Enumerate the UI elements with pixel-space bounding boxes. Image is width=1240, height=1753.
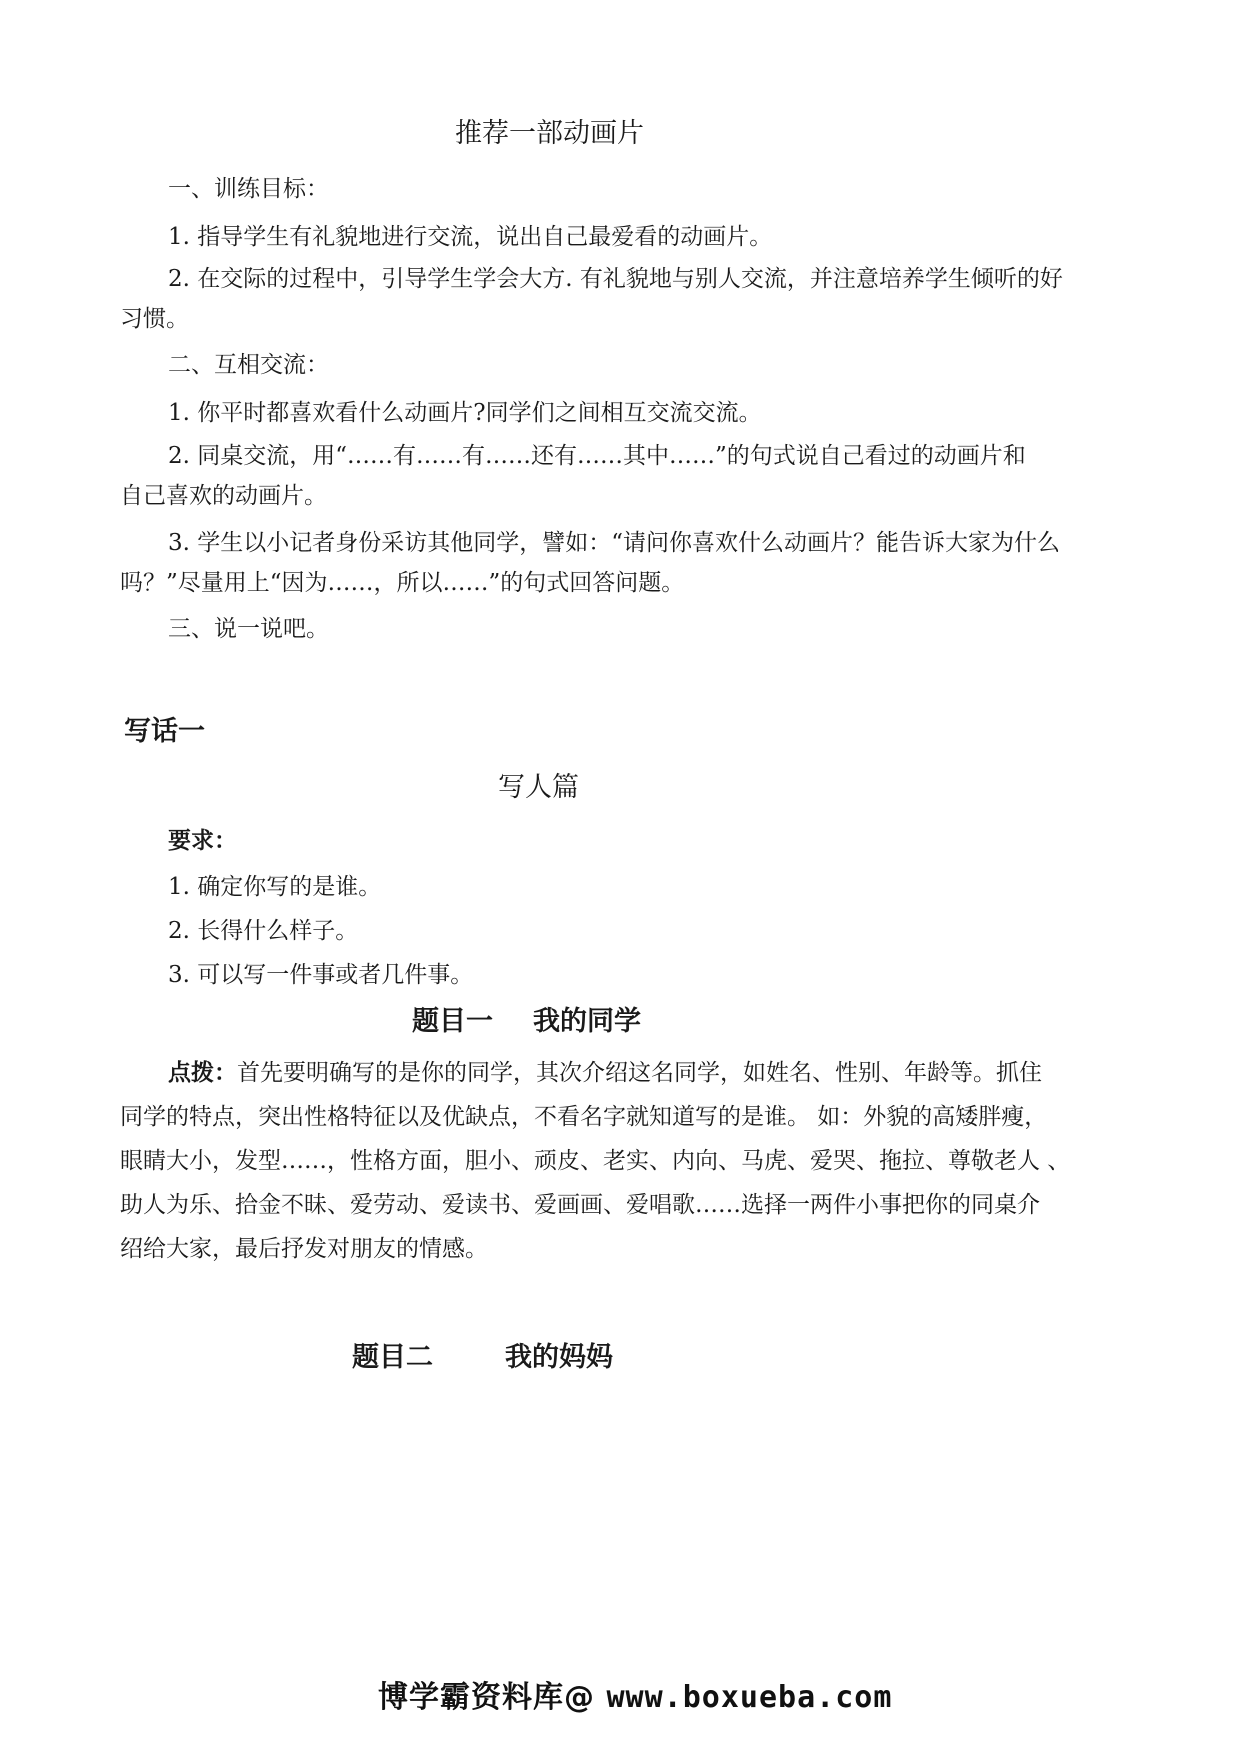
- topic-1-name: 我的同学: [533, 1006, 641, 1037]
- goal-item-2: 2. 在交际的过程中，引导学生学会大方. 有礼貌地与别人交流，并注意培养学生倾听的好: [168, 266, 1063, 292]
- exchange-item-3-cont: 吗？”尽量用上“因为……，所以……”的句式回答问题。: [120, 570, 685, 596]
- goal-item-1: 1. 指导学生有礼貌地进行交流，说出自己最爱看的动画片。: [168, 224, 773, 250]
- exchange-item-2: 2. 同桌交流，用“……有……有……还有……其中……”的句式说自己看过的动画片和: [168, 443, 1026, 469]
- topic-1-heading: [412, 1004, 641, 1040]
- tip-label: 点拨：: [168, 1060, 237, 1086]
- topic-1-tip-line-3: 眼睛大小，发型……，性格方面，胆小、顽皮、老实、内向、马虎、爱哭、拖拉、尊敬老人 、: [120, 1148, 1071, 1174]
- writing-subheading: 写人篇: [498, 772, 579, 803]
- goal-item-2-cont: 习惯。: [120, 306, 189, 332]
- section-heading-goals: 一、训练目标：: [168, 176, 329, 202]
- watermark-url: www.boxueba.com: [606, 1680, 893, 1715]
- requirement-item-2: 2. 长得什么样子。: [168, 918, 359, 944]
- exchange-item-1: 1. 你平时都喜欢看什么动画片?同学们之间相互交流交流。: [168, 400, 762, 426]
- topic-1-label: 题目一: [412, 1006, 493, 1037]
- watermark-at: @: [564, 1680, 595, 1715]
- page-title: 推荐一部动画片: [455, 118, 644, 149]
- topic-1-tip-line-2: 同学的特点，突出性格特征以及优缺点，不看名字就知道写的是谁。 如：外貌的高矮胖瘦，: [120, 1104, 1048, 1130]
- requirement-item-3: 3. 可以写一件事或者几件事。: [168, 962, 474, 988]
- topic-1-tip-line-1: [168, 1058, 1042, 1088]
- requirement-item-1: 1. 确定你写的是谁。: [168, 874, 382, 900]
- topic-1-tip-line-5: 绍给大家，最后抒发对朋友的情感。: [120, 1236, 488, 1262]
- topic-2-label: 题目二: [352, 1342, 433, 1373]
- topic-2-name: 我的妈妈: [505, 1342, 613, 1373]
- topic-2-heading: [352, 1340, 613, 1376]
- topic-1-tip-line-4: 助人为乐、拾金不昧、爱劳动、爱读书、爱画画、爱唱歌……选择一两件小事把你的同桌介: [120, 1192, 1040, 1218]
- section-heading-talk: 三、说一说吧。: [168, 616, 329, 642]
- tip-text-1: 首先要明确写的是你的同学，其次介绍这名同学，如姓名、性别、年龄等。抓住: [237, 1060, 1042, 1086]
- exchange-item-2-cont: 自己喜欢的动画片。: [120, 483, 327, 509]
- watermark: [378, 1678, 892, 1718]
- section-heading-exchange: 二、互相交流：: [168, 352, 329, 378]
- writing-heading: 写话一: [124, 716, 205, 747]
- requirements-label: 要求：: [168, 828, 237, 854]
- exchange-item-3: 3. 学生以小记者身份采访其他同学，譬如：“请问你喜欢什么动画片？能告诉大家为什么: [168, 530, 1061, 556]
- watermark-brand: 博学霸资料库: [378, 1680, 564, 1715]
